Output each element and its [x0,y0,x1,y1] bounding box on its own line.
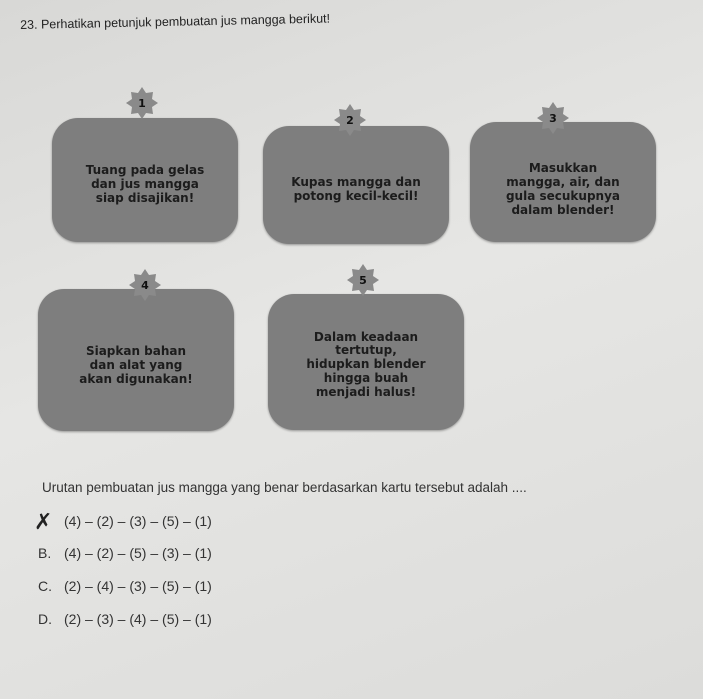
option-a[interactable] [38,513,212,529]
option-b[interactable] [38,545,212,561]
card-1-line: Tuang pada gelas [85,163,205,178]
option-b-text: (4) – (2) – (5) – (3) – (1) [64,545,212,561]
card-1-line: siap disajikan! [95,190,195,205]
instruction-card-2 [263,126,449,244]
card-4-number: 4 [141,278,149,292]
card-3-line: gula secukupnya [505,189,621,203]
card-5-line: menjadi halus! [315,384,417,399]
option-b-letter: B. [38,545,52,561]
card-3-number: 3 [549,111,557,125]
card-3-line: dalam blender! [511,202,615,217]
card-5-line: tertutup, [335,343,397,358]
option-c-text: (2) – (4) – (3) – (5) – (1) [64,578,212,594]
card-5-line: Dalam keadaan [313,329,419,344]
option-c-letter: C. [38,578,52,594]
option-d-letter: D. [38,611,52,627]
option-d[interactable] [38,611,212,627]
card-1-number: 1 [138,96,146,110]
instruction-card-3 [470,122,656,242]
card-5-number: 5 [359,273,367,287]
instruction-card-1 [52,118,238,242]
card-5-number-badge [346,263,380,297]
question-stem: Urutan pembuatan jus mangga yang benar berdasarkan kartu tersebut adalah .... [42,480,527,495]
instruction-card-4 [38,289,234,431]
card-3-line: Masukkan [528,161,598,176]
handwritten-check-icon: ✗ [34,510,53,535]
card-5-line: hingga buah [323,370,409,385]
card-2-line: potong kecil-kecil! [293,189,419,203]
card-4-line: akan digunakan! [79,371,193,386]
card-2-line: Kupas mangga dan [291,175,421,190]
card-1-number-badge [125,86,159,120]
instruction-card-5 [268,294,464,430]
card-3-number-badge [536,101,570,135]
card-4-number-badge [128,268,162,302]
card-4-line: dan alat yang [89,358,183,373]
card-1-line: dan jus mangga [91,177,199,192]
card-4-line: Siapkan bahan [85,344,187,359]
card-3-line: mangga, air, dan [506,175,620,190]
card-2-number: 2 [346,113,354,127]
option-a-text: (4) – (2) – (3) – (5) – (1) [64,513,212,529]
question-title: 23. Perhatikan petunjuk pembuatan jus mangga berikut! [20,11,331,32]
card-5-line: hidupkan blender [306,357,426,372]
option-d-text: (2) – (3) – (4) – (5) – (1) [64,611,212,627]
card-2-number-badge [333,103,367,137]
option-c[interactable] [38,578,212,594]
